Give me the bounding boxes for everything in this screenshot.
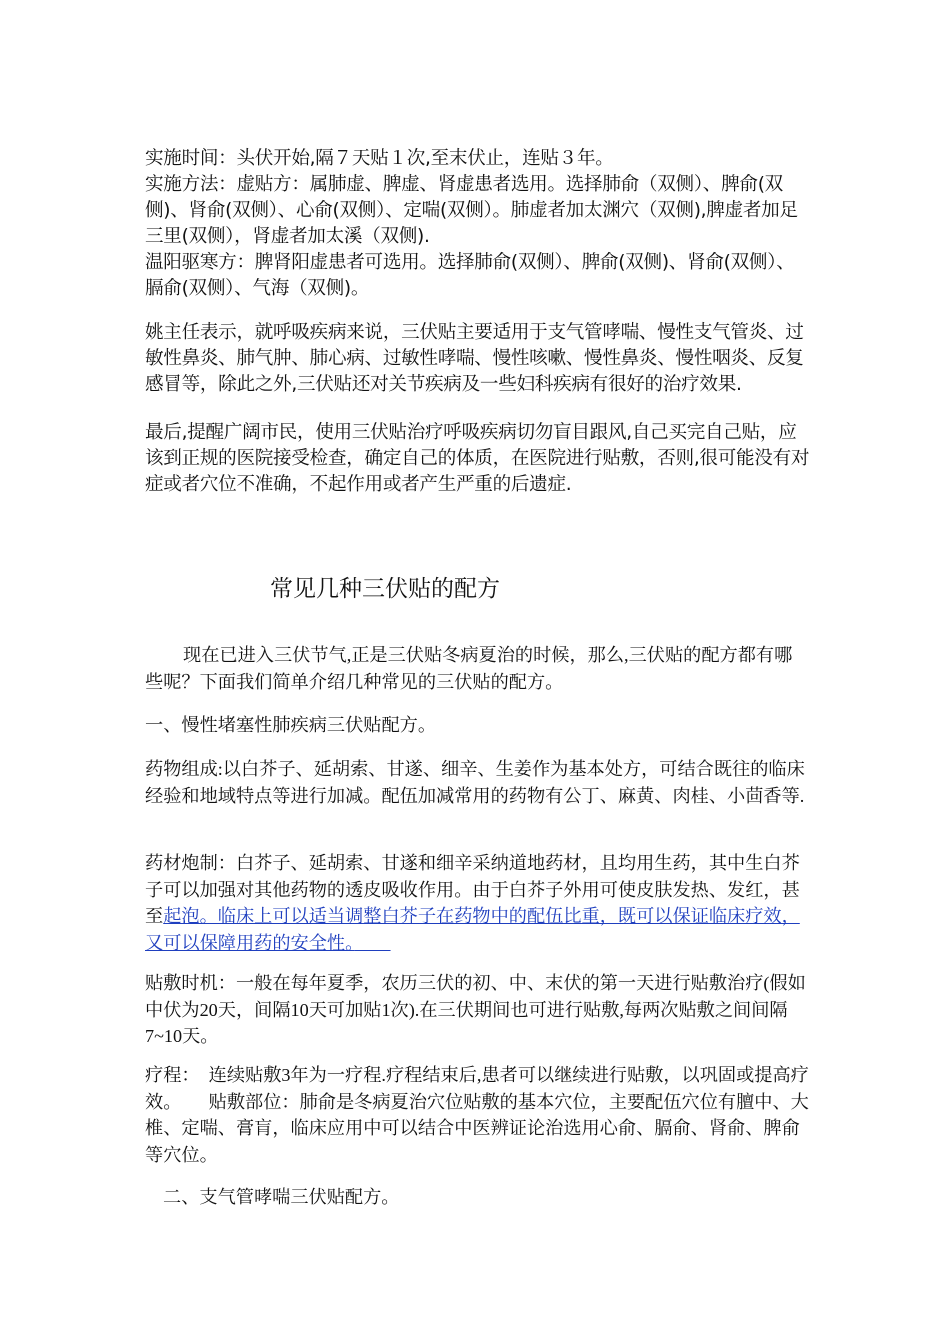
implementation-section bbox=[145, 146, 810, 302]
processing-link[interactable]: 起泡。临床上可以适当调整白芥子在药物中的配伍比重，既可以保证临床疗效，又可以保障用药的安全性。 bbox=[145, 906, 800, 953]
treatment-course-text: 疗程： 连续贴敷3年为一疗程.疗程结束后,患者可以继续进行贴敷，以巩固或提高疗效。 贴敷部位：肺俞是冬病夏治穴位贴敷的基本穴位，主要配伍穴位有膻中、大椎、定喘、膏肓，临床应用中可以结合中医辨证论治选用心俞、膈俞、肾俞、脾俞等穴位。 bbox=[145, 1065, 809, 1165]
treatment-course bbox=[145, 1062, 810, 1168]
warming-formula: 温阳驱寒方：脾肾阳虚患者可选用。选择肺俞(双侧）、脾俞(双侧)、肾俞(双侧）、膈俞(双侧）、气海（双侧)。 bbox=[145, 252, 795, 299]
article-title: 常见几种三伏贴的配方 bbox=[270, 576, 500, 601]
heading-copd bbox=[145, 712, 810, 739]
director-statement bbox=[145, 320, 810, 398]
implementation-method: 实施方法：虚贴方：属肺虚、脾虚、肾虚患者选用。选择肺俞（双侧）、脾俞(双侧)、肾俞(双侧）、心俞(双侧）、定喘(双侧）。肺虚者加太渊穴（双侧),脾虚者加足三里(双侧），肾虚者加太溪（双侧). bbox=[145, 174, 798, 247]
heading-asthma bbox=[163, 1184, 828, 1211]
article-intro bbox=[145, 642, 810, 695]
reminder-text: 最后,提醒广阔市民，使用三伏贴治疗呼吸疾病切勿盲目跟风,自己买完自己贴，应该到正规的医院接受检查，确定自己的体质，在医院进行贴敷，否则,很可能没有对症或者穴位不准确，不起作用或者产生严重的后遗症. bbox=[145, 422, 810, 495]
drug-composition bbox=[145, 756, 810, 809]
heading-copd-text: 一、慢性堵塞性肺疾病三伏贴配方。 bbox=[145, 715, 437, 735]
herb-processing-lead: 药材炮制：白芥子、延胡索、甘遂和细辛采纳道地药材，且均用生药，其中生白芥子可以加强对其他药物的透皮吸收作用。由于白芥子外用可使皮肤发热、发红，甚至 bbox=[145, 853, 800, 926]
application-timing-text: 贴敷时机：一般在每年夏季，农历三伏的初、中、末伏的第一天进行贴敷治疗(假如中伏为20天，间隔10天可加贴1次).在三伏期间也可进行贴敷,每两次贴敷之间间隔7~10天。 bbox=[145, 973, 806, 1046]
processing-link-gap[interactable] bbox=[354, 933, 390, 953]
application-timing bbox=[145, 970, 810, 1050]
director-statement-text: 姚主任表示，就呼吸疾病来说，三伏贴主要适用于支气管哮喘、慢性支气管炎、过敏性鼻炎、肺气肿、肺心病、过敏性哮喘、慢性咳嗽、慢性鼻炎、慢性咽炎、反复感冒等，除此之外,三伏贴还对关节疾病及一些妇科疾病有很好的治疗效果. bbox=[145, 322, 804, 395]
herb-processing-text bbox=[145, 850, 810, 956]
intro-text: 现在已进入三伏节气,正是三伏贴冬病夏治的时候，那么,三伏贴的配方都有哪些呢？下面我们简单介绍几种常见的三伏贴的配方。 bbox=[145, 645, 793, 692]
heading-asthma-text: 二、支气管哮喘三伏贴配方。 bbox=[163, 1187, 400, 1207]
herb-processing bbox=[145, 850, 810, 956]
implementation-time: 实施时间：头伏开始,隔７天贴１次,至末伏止，连贴３年。 bbox=[145, 148, 614, 169]
reminder bbox=[145, 420, 810, 498]
drug-composition-text: 药物组成:以白芥子、延胡索、甘遂、细辛、生姜作为基本处方，可结合既往的临床经验和地域特点等进行加减。配伍加减常用的药物有公丁、麻黄、肉桂、小茴香等. bbox=[145, 759, 805, 806]
